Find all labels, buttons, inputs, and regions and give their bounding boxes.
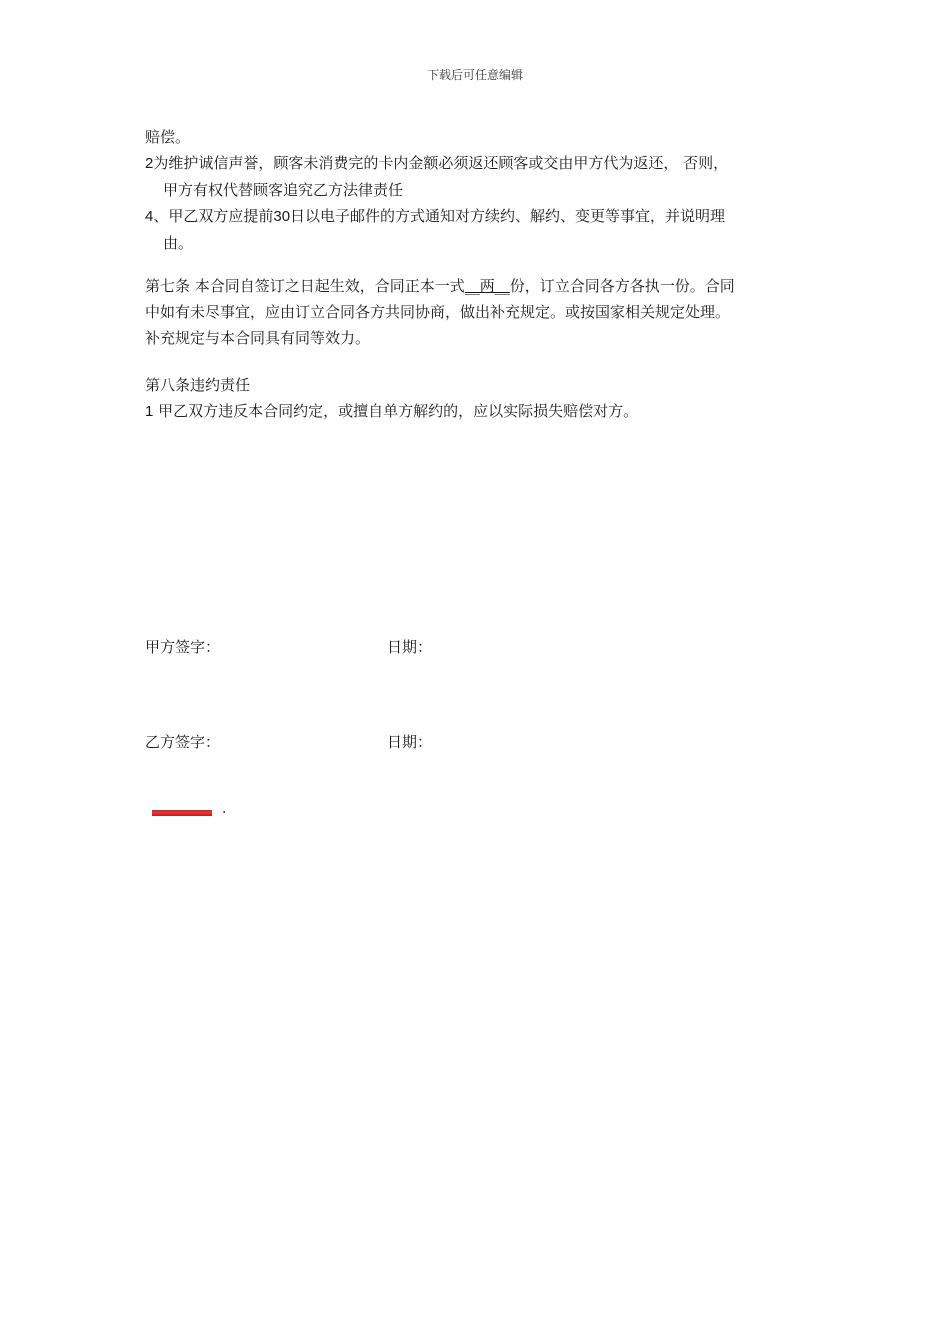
footer-dot: . <box>222 801 227 817</box>
line-item-2-cont: 甲方有权代替顾客追究乙方法律责任 <box>163 181 404 199</box>
article-7-text: 份，订立合同各方各执一份。合同 <box>509 277 735 295</box>
line-item-2 <box>145 150 810 177</box>
line-item-4-cont: 由。 <box>163 234 194 252</box>
article-7-line-3: 补充规定与本合同具有同等效力。 <box>145 329 371 347</box>
party-b-signature-label: 乙方签字： <box>145 733 221 751</box>
red-bar-decoration <box>152 810 212 816</box>
item-number: 1 <box>145 403 154 420</box>
item-text: 、甲乙双方应提前 <box>153 207 274 225</box>
signature-row-b <box>145 731 433 752</box>
article-7 <box>145 273 810 351</box>
party-a-signature-label: 甲方签字： <box>145 638 221 656</box>
line-item-4 <box>145 203 810 230</box>
party-a-date-label: 日期： <box>387 638 433 656</box>
article-7-line-1 <box>145 273 810 299</box>
item-text: 日以电子邮件的方式通知对方续约、解约、变更等事宜，并说明理 <box>290 207 726 225</box>
clause-block-1 <box>145 124 810 256</box>
days-number: 30 <box>273 208 291 225</box>
item-text: 为维护诚信声誉，顾客未消费完的卡内金额必须返还顾客或交由甲方代为返还， 否则， <box>153 154 729 172</box>
copies-blank: __两__ <box>464 277 510 295</box>
page-header: 下载后可任意编辑 <box>426 68 523 82</box>
party-b-date-label: 日期： <box>387 733 433 751</box>
signature-row-a <box>145 636 433 657</box>
item-number: 2 <box>145 155 154 172</box>
item-number: 4 <box>145 208 154 225</box>
article-8-item-1 <box>145 398 810 425</box>
item-text: 甲乙双方违反本合同约定，或擅自单方解约的，应以实际损失赔偿对方。 <box>158 402 639 420</box>
article-7-line-2: 中如有未尽事宜，应由订立合同各方共同协商，做出补充规定。或按国家相关规定处理。 <box>145 303 731 321</box>
line-compensation: 赔偿。 <box>145 128 191 146</box>
article-7-text: 第七条 本合同自签订之日起生效，合同正本一式 <box>145 277 465 295</box>
article-8 <box>145 372 810 425</box>
article-8-title: 第八条违约责任 <box>145 376 251 394</box>
